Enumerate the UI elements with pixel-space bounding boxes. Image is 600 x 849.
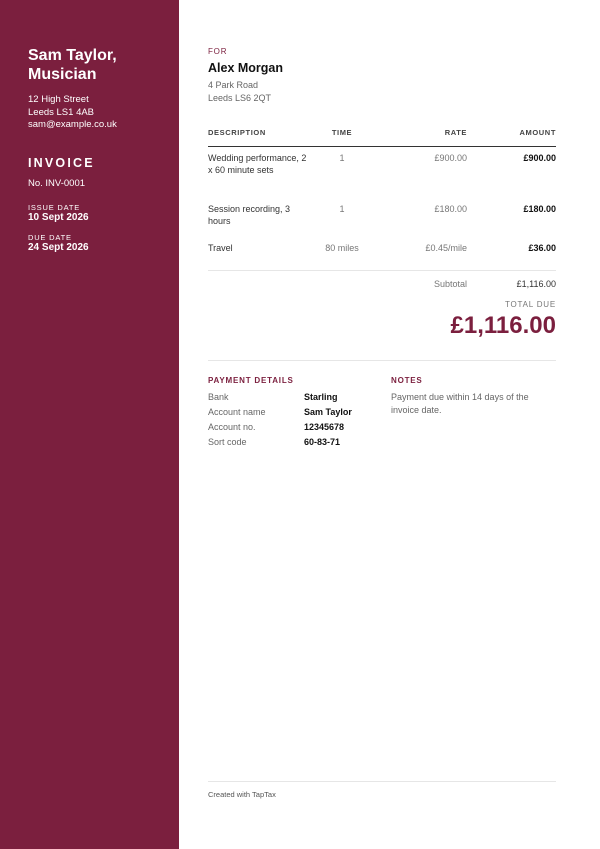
header-time: TIME	[331, 128, 353, 137]
payment-value: Starling	[304, 392, 338, 402]
sender-email: sam@example.co.uk	[28, 119, 117, 130]
payment-value: 60-83-71	[304, 437, 341, 447]
row-rate: £180.00	[434, 204, 467, 214]
row-time: 1	[339, 153, 345, 163]
sidebar	[0, 0, 179, 849]
row-rate: £0.45/mile	[425, 243, 467, 253]
notes-text: Payment due within 14 days of the invoice date.	[391, 392, 529, 415]
row-amount: £900.00	[523, 153, 556, 163]
total-due-label: TOTAL DUE	[504, 300, 556, 309]
row-time: 1	[339, 204, 345, 214]
row-description: Travel	[208, 243, 233, 253]
row-rate: £900.00	[434, 153, 467, 163]
row-amount: £180.00	[523, 204, 556, 214]
notes-title: NOTES	[391, 376, 423, 385]
total-due-value: £1,116.00	[450, 312, 556, 339]
payment-details-title: PAYMENT DETAILS	[208, 376, 294, 385]
payment-value: 12345678	[304, 422, 345, 432]
client-address-line1: 4 Park Road	[208, 80, 259, 90]
footer-credit: Created with TapTax	[208, 790, 276, 799]
header-amount: AMOUNT	[519, 128, 556, 137]
invoice-title: INVOICE	[28, 155, 95, 170]
invoice-number: No. INV-0001	[28, 177, 86, 189]
client-address-line2: Leeds LS6 2QT	[208, 92, 272, 103]
row-description: Session recording, 3 hours	[208, 204, 291, 226]
payment-value: Sam Taylor	[304, 407, 352, 417]
due-date: 24 Sept 2026	[28, 241, 89, 253]
row-description: Wedding performance, 2 x 60 minute sets	[208, 153, 307, 175]
payment-label: Account no.	[208, 422, 256, 432]
client-label: FOR	[208, 47, 228, 56]
subtotal-label: Subtotal	[433, 279, 467, 289]
payment-label: Account name	[208, 407, 266, 417]
issue-date: 10 Sept 2026	[28, 211, 89, 223]
sender-address-line2: Leeds LS1 4AB	[28, 106, 95, 118]
header-description: DESCRIPTION	[208, 128, 266, 137]
row-amount: £36.00	[528, 243, 556, 253]
header-rate: RATE	[444, 128, 467, 137]
client-name: Alex Morgan	[208, 61, 284, 75]
sender-name: Sam Taylor, Musician	[28, 47, 117, 83]
issue-date-label: ISSUE DATE	[28, 202, 81, 212]
table-divider	[208, 270, 556, 271]
row-time: 80 miles	[325, 243, 359, 253]
table-header	[208, 127, 556, 147]
subtotal-value: £1,116.00	[516, 279, 556, 289]
payment-label: Bank	[208, 392, 229, 402]
due-date-label: DUE DATE	[28, 232, 72, 242]
client-address	[208, 79, 271, 104]
payment-label: Sort code	[208, 437, 247, 447]
footer-divider	[208, 781, 556, 782]
section-divider	[208, 360, 556, 361]
sender-address-line1: 12 High Street	[28, 94, 89, 105]
